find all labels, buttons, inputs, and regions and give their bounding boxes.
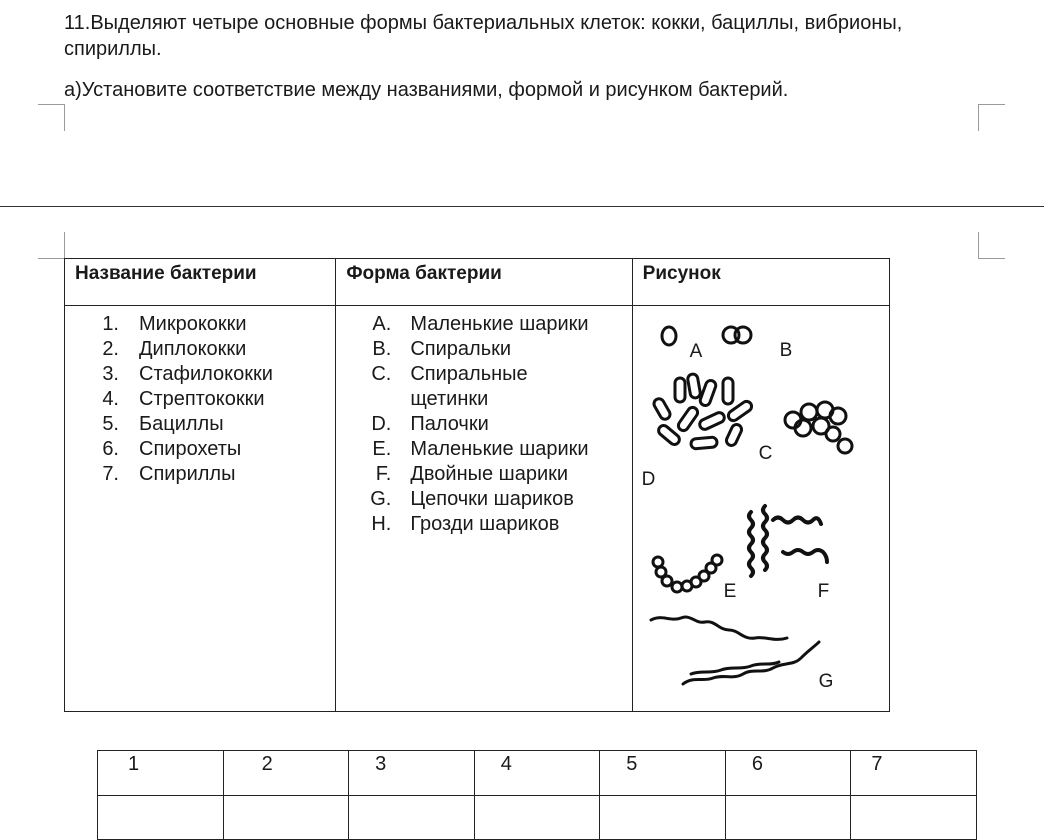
list-item [336, 437, 631, 462]
picture-label-c: C [758, 443, 773, 464]
list-item [65, 337, 335, 362]
list-item-text: Грозди шариков [410, 513, 560, 535]
answer-number-cell: 3 [349, 751, 475, 796]
question-title: 11.Выделяют четыре основные формы бактериальных клеток: кокки, бациллы, вибрионы, спириллы. [64, 12, 903, 60]
list-marker: E. [372, 438, 392, 460]
list-item [336, 312, 631, 337]
cluster-figure [785, 402, 852, 453]
pictures-cell [632, 306, 889, 712]
list-item-text: Цепочки шариков [410, 488, 574, 510]
list-item-text: Маленькие шарики [410, 313, 589, 335]
list-marker: C. [371, 363, 392, 385]
answer-number-cell: 1 [98, 751, 224, 796]
page-break-line [0, 206, 1044, 207]
answer-table [97, 750, 977, 840]
list-item-text: Спиральные щетинки [410, 363, 528, 410]
list-marker: F. [375, 463, 392, 485]
answer-cell-5[interactable] [600, 796, 726, 840]
picture-label-b: B [779, 340, 793, 361]
answer-number-cell: 4 [474, 751, 600, 796]
list-item [65, 412, 335, 437]
list-item-text: Стрептококки [139, 388, 265, 410]
list-item-text: Бациллы [139, 413, 224, 435]
list-marker: 2. [102, 338, 119, 360]
list-marker: G. [370, 488, 392, 510]
chain-figure [653, 555, 722, 592]
answer-number-cell: 5 [600, 751, 726, 796]
list-item-text: Микрококки [139, 313, 247, 335]
list-item-text: Диплококки [139, 338, 247, 360]
answer-number-row [98, 751, 977, 796]
answer-number-cell: 6 [725, 751, 851, 796]
answer-cell-7[interactable] [851, 796, 977, 840]
list-marker: 1. [102, 313, 119, 335]
list-item [336, 337, 631, 362]
list-item-text: Спириллы [139, 463, 236, 485]
list-marker: 6. [102, 438, 119, 460]
header-bacteria-shape: Форма бактерии [336, 259, 632, 306]
list-marker: H. [371, 513, 392, 535]
answer-cell-1[interactable] [98, 796, 224, 840]
list-item-text: Стафилококки [139, 363, 273, 385]
answer-number-cell: 7 [851, 751, 977, 796]
table-header-row [65, 259, 890, 306]
page-corner-mark [38, 232, 65, 259]
matching-table [64, 258, 890, 712]
list-item [65, 387, 335, 412]
picture-label-e: E [723, 581, 737, 602]
list-marker: 7. [102, 463, 119, 485]
header-bacteria-name: Название бактерии [65, 259, 336, 306]
bacteria-illustration [633, 306, 890, 711]
answer-cell-6[interactable] [725, 796, 851, 840]
bacteria-shapes-list [336, 312, 631, 537]
list-item-text: Палочки [410, 413, 489, 435]
list-item [336, 462, 631, 487]
names-cell [65, 306, 336, 712]
answer-cell-4[interactable] [474, 796, 600, 840]
double-sphere-figure [723, 327, 751, 343]
list-item [65, 462, 335, 487]
table-body-row [65, 306, 890, 712]
bacteria-pictures [633, 306, 889, 711]
page-corner-mark [978, 232, 1005, 259]
list-item [65, 362, 335, 387]
list-item [336, 362, 631, 412]
list-marker: A. [372, 313, 392, 335]
shapes-cell [336, 306, 632, 712]
single-sphere-figure [662, 327, 676, 345]
list-item-text: Спирохеты [139, 438, 242, 460]
picture-label-g: G [818, 671, 834, 692]
answer-input-row [98, 796, 977, 840]
spirals-figure [651, 617, 819, 684]
question-task: а)Установите соответствие между названиями, формой и рисунком бактерий. [64, 79, 789, 101]
picture-label-f: F [817, 581, 830, 602]
picture-label-d: D [641, 469, 656, 490]
list-marker: 3. [102, 363, 119, 385]
answer-cell-3[interactable] [349, 796, 475, 840]
list-item-text: Маленькие шарики [410, 438, 589, 460]
bacteria-names-list [65, 312, 335, 487]
list-item [65, 312, 335, 337]
list-item [336, 412, 631, 437]
list-marker: 5. [102, 413, 119, 435]
page-corner-mark [38, 104, 65, 131]
list-item [65, 437, 335, 462]
list-marker: B. [372, 338, 392, 360]
page-corner-mark [978, 104, 1005, 131]
list-item-text: Спиральки [410, 338, 512, 360]
answer-cell-2[interactable] [223, 796, 349, 840]
answer-number-cell: 2 [223, 751, 349, 796]
list-item [336, 512, 631, 537]
picture-label-a: A [689, 341, 703, 362]
list-item [336, 487, 631, 512]
header-picture: Рисунок [632, 259, 889, 306]
list-item-text: Двойные шарики [410, 463, 569, 485]
list-marker: 4. [102, 388, 119, 410]
rods-figure [652, 373, 753, 449]
spiral-bristles-figure [749, 506, 827, 576]
list-marker: D. [371, 413, 392, 435]
